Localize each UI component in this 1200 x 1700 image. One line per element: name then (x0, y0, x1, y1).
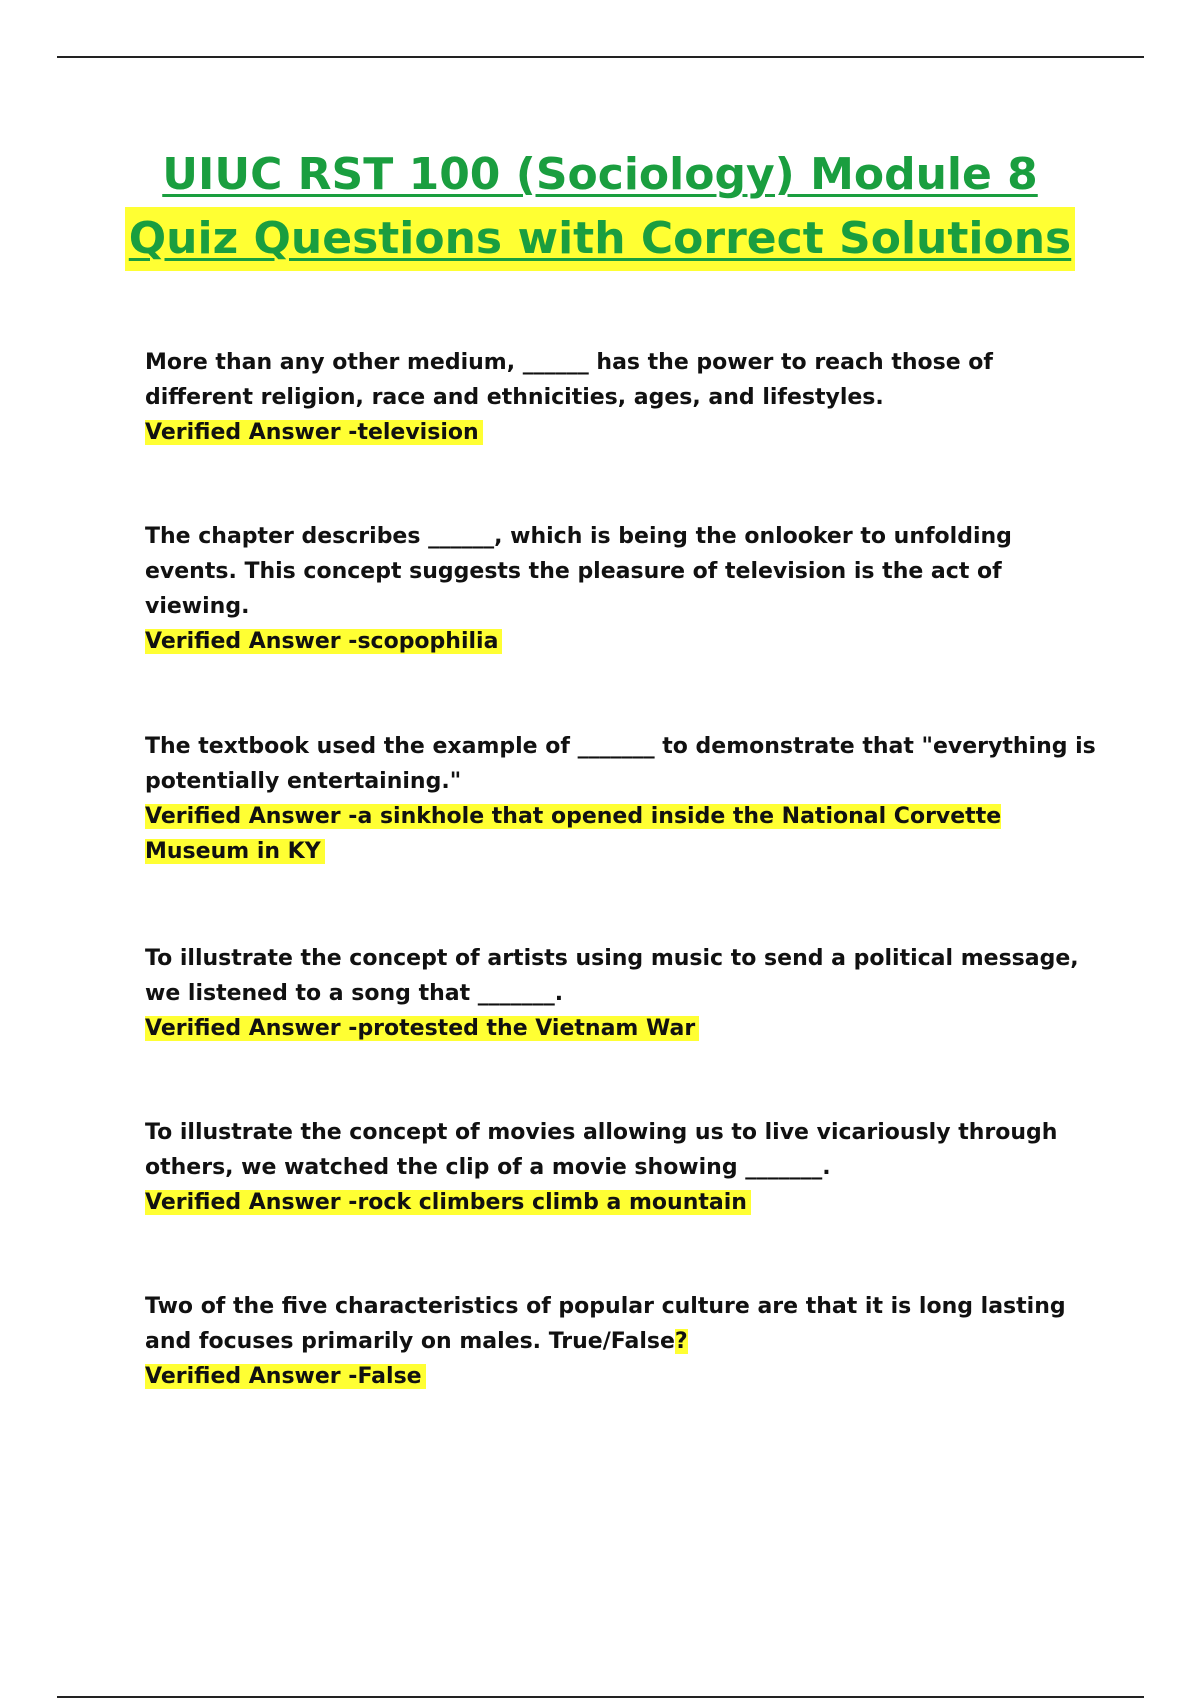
answer-text: Verified Answer -protested the Vietnam War (145, 1016, 699, 1041)
qa-item-5 (145, 1115, 1105, 1220)
question-text (145, 1289, 1105, 1359)
title-line-2: Quiz Questions with Correct Solutions (125, 207, 1075, 271)
verified-answer (145, 1359, 1105, 1394)
qa-item-2 (145, 519, 1105, 659)
title-line-1: UIUC RST 100 (Sociology) Module 8 (162, 149, 1038, 200)
question-text: More than any other medium, ______ has the power to reach those of different religion, race and ethnicities, ages, and lifestyles. (145, 350, 993, 410)
question-text: To illustrate the concept of movies allowing us to live vicariously through others, we watched the clip of a movie showing _______. (145, 1120, 1058, 1180)
question-text: To illustrate the concept of artists using music to send a political message, we listened to a song that _______. (145, 946, 1079, 1006)
answer-text: Verified Answer -rock climbers climb a mountain (145, 1190, 751, 1215)
question-mark: ? (674, 1329, 688, 1354)
verified-answer (145, 1011, 1105, 1046)
qa-item-1 (145, 345, 1105, 450)
answer-text: Verified Answer -False (145, 1364, 426, 1389)
question-body: Two of the five characteristics of popular culture are that it is long lasting and focuses primarily on males. True/False (145, 1294, 1066, 1354)
verified-answer (145, 799, 1105, 869)
qa-item-3 (145, 729, 1105, 869)
answer-text: Verified Answer -a sinkhole that opened inside the National Corvette Museum in KY (145, 804, 1002, 864)
question-text: The textbook used the example of _______ to demonstrate that "everything is potentially entertaining." (145, 734, 1096, 794)
qa-item-4 (145, 941, 1105, 1046)
top-rule (57, 56, 1144, 58)
verified-answer (145, 624, 1105, 659)
document-title (0, 143, 1200, 271)
question-text: The chapter describes ______, which is being the onlooker to unfolding events. This concept suggests the pleasure of television is the act of viewing. (145, 524, 1012, 619)
verified-answer (145, 415, 1105, 450)
verified-answer (145, 1185, 1105, 1220)
answer-text: Verified Answer -television (145, 420, 483, 445)
qa-item-6 (145, 1289, 1105, 1394)
answer-text: Verified Answer -scopophilia (145, 629, 502, 654)
bottom-rule (57, 1696, 1144, 1698)
